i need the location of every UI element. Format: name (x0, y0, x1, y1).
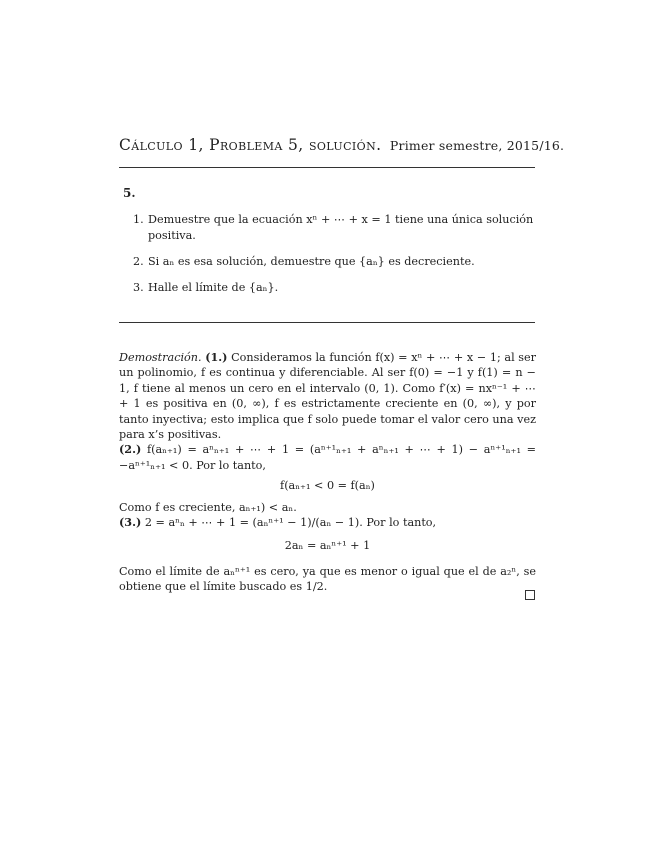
proof-part-2 (119, 442, 536, 473)
qed-square-icon (525, 590, 535, 600)
proof-label: Demostración. (119, 351, 202, 364)
item-number: 1. (133, 213, 144, 226)
bottom-divider (119, 322, 535, 323)
part-3-text: 2 = aⁿₙ + ⋯ + 1 = (aₙⁿ⁺¹ − 1)/(aₙ − 1). Por lo tanto, (144, 516, 437, 530)
list-item (133, 280, 537, 296)
list-item (133, 212, 537, 244)
part-2-conclusion: Como f es creciente, aₙ₊₁) < aₙ. (119, 500, 297, 514)
problem-number: 5. (123, 186, 136, 200)
item-number: 2. (133, 255, 144, 268)
part-1-tag: (1.) (205, 350, 228, 364)
page-title (119, 136, 565, 154)
course-title: Cálculo 1, Problema 5, solución. (119, 136, 382, 154)
list-item (133, 254, 537, 270)
item-text: Demuestre que la ecuación xⁿ + ⋯ + x = 1 tiene una única solución positiva. (148, 213, 534, 242)
part-2-text: f(aₙ₊₁) = aⁿₙ₊₁ + ⋯ + 1 = (aⁿ⁺¹ₙ₊₁ + aⁿₙ₊₁ + ⋯ + 1) − aⁿ⁺¹ₙ₊₁ = −aⁿ⁺¹ₙ₊₁ < 0. Por lo tanto, (119, 443, 536, 472)
display-equation-2: 2aₙ = aₙⁿ⁺¹ + 1 (284, 539, 371, 553)
proof-part-3 (119, 515, 536, 530)
display-equation-1: f(aₙ₊₁ < 0 = f(aₙ) (280, 479, 375, 493)
item-number: 3. (133, 281, 144, 294)
semester-label: Primer semestre, 2015/16. (389, 138, 565, 153)
part-1-text: Consideramos la función f(x) = xⁿ + ⋯ + x − 1; al ser un polinomio, f es continua y diferenciable. Al ser f(0) = −1 y f(1) = n − 1, f tiene al menos un cero en el intervalo (0, 1). Como f′(x) = nxⁿ⁻¹ + ⋯ + 1 es positiva en (0, ∞), f es estrictamente creciente en (0, ∞), y por tanto inyectiva; esto implica que f solo puede tomar el valor cero una vez para x’s positivas. (119, 351, 537, 442)
proof-section (119, 350, 536, 595)
top-divider (119, 167, 535, 168)
item-text: Si aₙ es esa solución, demuestre que {aₙ} es decreciente. (148, 255, 475, 268)
final-conclusion: Como el límite de aₙⁿ⁺¹ es cero, ya que es menor o igual que el de a₂ⁿ, se obtiene que el límite buscado es 1/2. (119, 564, 536, 594)
proof-part-1 (119, 350, 536, 442)
item-text: Halle el límite de {aₙ}. (148, 281, 279, 294)
problem-items (133, 212, 537, 306)
part-2-tag: (2.) (119, 442, 142, 457)
part-3-tag: (3.) (119, 515, 142, 530)
